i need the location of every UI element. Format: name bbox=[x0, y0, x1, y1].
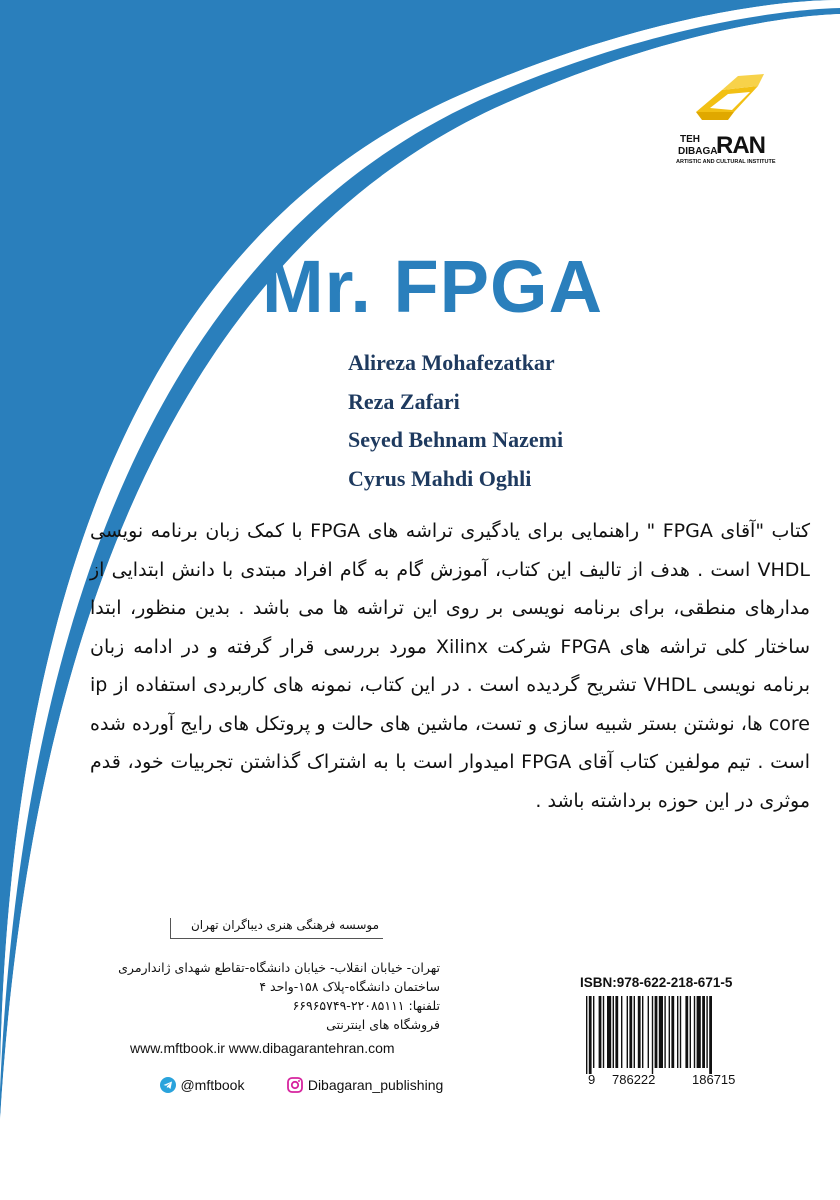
author-name: Alireza Mohafezatkar bbox=[348, 350, 555, 375]
logo-line-teh: TEH bbox=[680, 134, 700, 145]
telegram-icon bbox=[160, 1077, 176, 1093]
open-book-logo-icon bbox=[688, 72, 768, 132]
book-description: کتاب "آقای FPGA " راهنمایی برای یادگیری تراشه های FPGA با کمک زبان برنامه نویسی VHDL است . هدف از تالیف این کتاب، آموزش گام به گام افراد مبتدی با دانش ابتدایی از مدارهای منطقی، برای برنامه نویسی بر روی این تراشه ها می باشد . بدین منظور، ابتدا ساختار کلی تراشه های FPGA شرکت Xilinx مورد بررسی قرار گرفته و در ادامه زبان برنامه نویسی VHDL تشریح گردیده است . در این کتاب، نمونه های کاربردی استفاده از ip core ها، نوشتن بستر شبیه سازی و تست، ماشین های حالت و پروتکل های رایج آورده شده است . تیم مولفین کتاب آقای FPGA امیدوار است با به اشتراک گذاشتن تجربیات خود، قدم موثری در این حوزه برداشته باشد . bbox=[90, 520, 810, 812]
barcode-digits-left: 786222 bbox=[612, 1072, 656, 1087]
instagram-handle[interactable]: Dibagaran_publishing bbox=[307, 1076, 444, 1093]
isbn-label: ISBN:978-622-218-671-5 bbox=[580, 975, 733, 990]
book-title: Mr. FPGA bbox=[262, 245, 604, 328]
address-line: تهران- خیابان انقلاب- خیابان دانشگاه-تقاطع شهدای ژاندارمری bbox=[118, 960, 440, 975]
author-name: Cyrus Mahdi Oghli bbox=[348, 465, 532, 491]
logo-subtitle: ARTISTIC AND CULTURAL INSTITUTE bbox=[676, 159, 776, 165]
address-line: ساختمان دانشگاه-پلاک ۱۵۸-واحد ۴ bbox=[259, 979, 440, 994]
logo-line-dibaga: DIBAGA bbox=[678, 146, 718, 157]
isbn-barcode bbox=[580, 996, 760, 1076]
online-stores-label: فروشگاه های اینترنتی bbox=[326, 1017, 440, 1032]
barcode-digits-right: 186715 bbox=[692, 1072, 736, 1087]
publisher-name: موسسه فرهنگی هنری دیباگران تهران bbox=[190, 918, 379, 932]
telegram-handle[interactable]: @mftbook bbox=[180, 1076, 245, 1093]
author-name: Reza Zafari bbox=[348, 388, 460, 414]
publisher-logo bbox=[672, 72, 782, 182]
website-links[interactable]: www.mftbook.ir www.dibagarantehran.com bbox=[130, 1040, 395, 1056]
instagram-icon bbox=[287, 1077, 303, 1093]
publisher-name-box bbox=[170, 918, 383, 939]
social-links bbox=[160, 1076, 443, 1098]
phone-numbers: تلفنها: ۲۲۰۸۵۱۱۱-۶۶۹۶۵۷۴۹ bbox=[292, 998, 440, 1013]
publisher-address bbox=[120, 958, 440, 1034]
barcode-digit-lead: 9 bbox=[588, 1072, 596, 1087]
author-name: Seyed Behnam Nazemi bbox=[348, 427, 564, 452]
author-list bbox=[348, 344, 563, 498]
logo-line-ran: RAN bbox=[716, 132, 765, 159]
